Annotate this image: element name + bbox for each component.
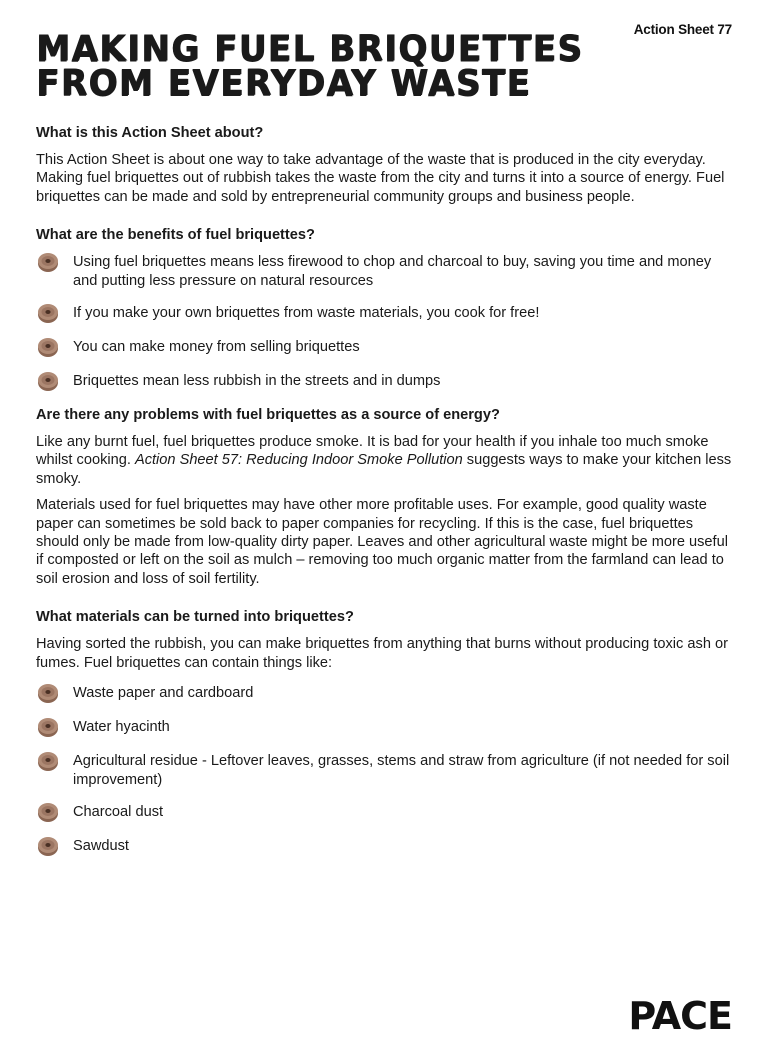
list-item [36,253,736,290]
list-item [36,304,736,324]
benefits-section [36,226,736,392]
briquette-icon [37,336,59,358]
list-item-text: Charcoal dust [73,803,164,820]
benefits-heading: What are the benefits of fuel briquettes? [36,227,315,244]
action-sheet-label: Action Sheet 77 [633,22,732,37]
briquette-icon [37,716,59,738]
list-item [36,372,736,392]
problems-paragraph-2: Materials used for fuel briquettes may have other more profitable uses. For example, good quality waste paper can sometimes be sold back to paper companies for recycling. If this is the case, fuel briquettes should only be made from low-quality dirty paper. Leaves and other agricultural waste might be more useful if composted or left on the soil as mulch – removing too much organic matter from the farmland can lead to soil erosion and loss of soil fertility. [36,497,728,587]
benefits-list [36,253,736,392]
briquette-icon [37,801,59,823]
title-line-2: FROM EVERYDAY WASTE [36,62,532,105]
briquette-icon [37,302,59,324]
about-heading: What is this Action Sheet about? [36,125,264,141]
problems-section [36,406,736,588]
list-item-text: Briquettes mean less rubbish in the streets and in dumps [73,373,441,390]
list-item [36,684,736,704]
briquette-icon [37,835,59,857]
list-item [36,837,736,857]
page-title [36,27,584,105]
materials-section [36,608,736,857]
list-item [36,803,736,823]
list-item-text: Using fuel briquettes means less firewood to chop and charcoal to buy, saving you time and money and putting less pressure on natural resources [73,254,712,289]
list-item-text: You can make money from selling briquettes [73,339,360,356]
list-item-text: Waste paper and cardboard [73,685,254,702]
list-item-text: If you make your own briquettes from waste materials, you cook for free! [73,305,540,322]
about-paragraph: This Action Sheet is about one way to take advantage of the waste that is produced in the city everyday. Making fuel briquettes out of rubbish takes the waste from the city and turns it into a source of energy. Fuel briquettes can be made and sold by entrepreneurial community groups and business people. [36,152,725,205]
briquette-icon [37,370,59,392]
title-line-1: MAKING FUEL BRIQUETTES [36,27,584,70]
main-content [36,124,736,871]
problems-heading: Are there any problems with fuel briquettes as a source of energy? [36,407,500,424]
briquette-icon [37,251,59,273]
list-item-text: Water hyacinth [73,719,170,736]
briquette-icon [37,682,59,704]
list-item [36,338,736,358]
list-item-text: Sawdust [73,837,129,854]
list-item [36,752,736,789]
about-section [36,124,736,206]
briquette-icon [37,750,59,772]
problems-paragraph-1 [36,433,736,488]
publisher-logo: PACE [628,994,732,1038]
list-item [36,718,736,738]
materials-list [36,684,736,857]
problems-p1-start: Like any burnt fuel, fuel briquettes produce smoke. It is bad for your health if you inhale too much smoke whilst cooking. [36,434,709,469]
materials-paragraph: Having sorted the rubbish, you can make briquettes from anything that burns without producing toxic ash or fumes. Fuel briquettes can contain things like: [36,636,728,671]
problems-p1-end: suggests ways to make your kitchen less smoky. [36,452,732,487]
materials-heading: What materials can be turned into briquettes? [36,609,354,626]
action-sheet-reference: Action Sheet 57: Reducing Indoor Smoke Pollution [134,452,463,469]
list-item-text: Agricultural residue - Leftover leaves, grasses, stems and straw from agriculture (if not needed for soil improvement) [73,753,730,788]
